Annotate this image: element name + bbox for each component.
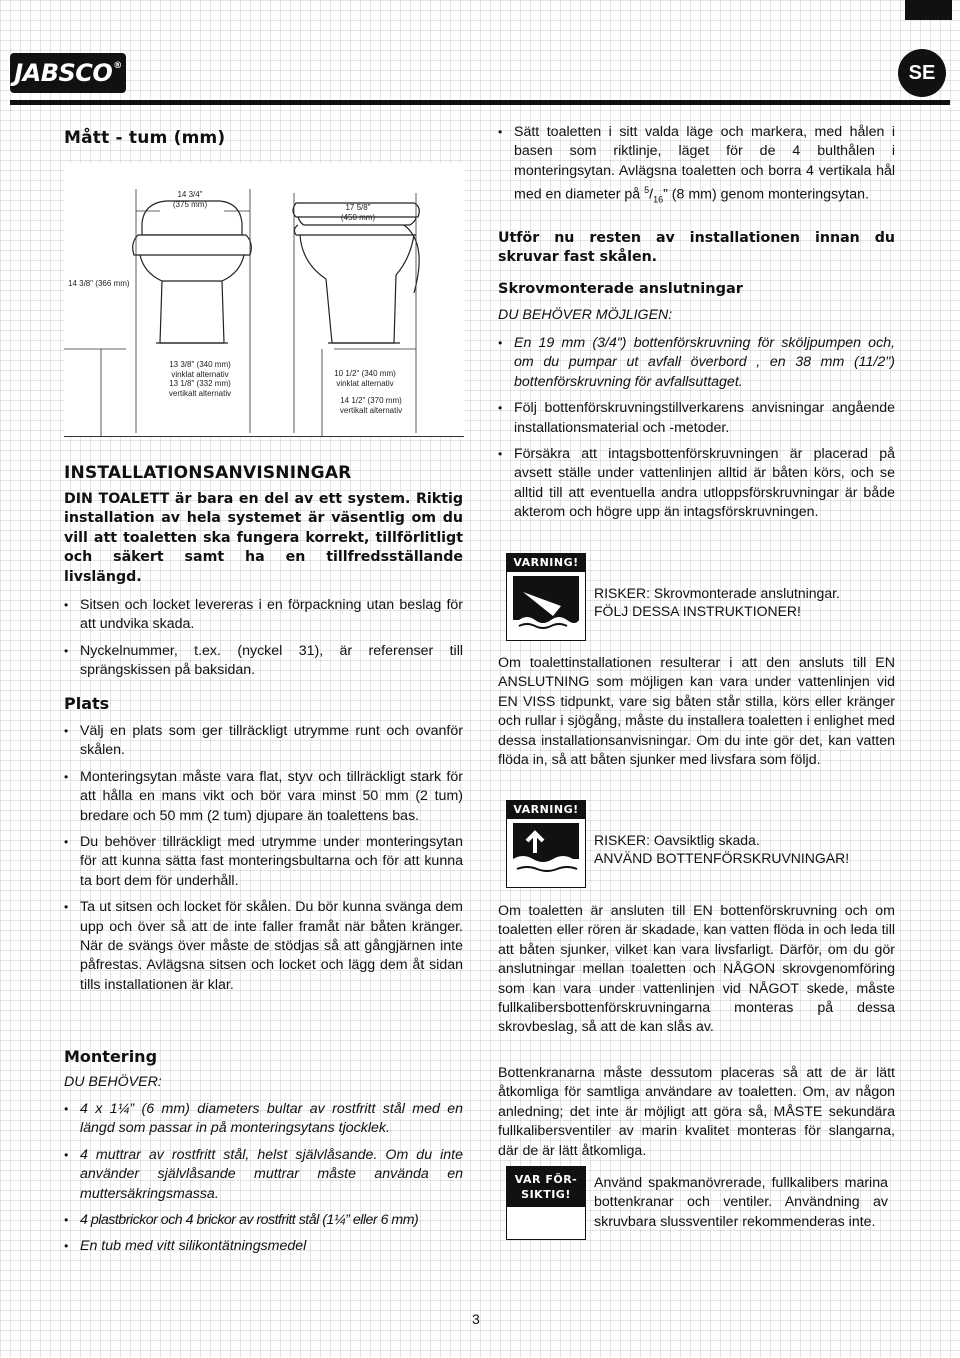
warning-tag: VARNING!: [507, 554, 585, 572]
warning-box-1: [506, 553, 586, 641]
installation-title: INSTALLATIONSANVISNINGAR: [64, 463, 352, 483]
montering-bullet-list: [64, 1100, 463, 1257]
corner-tab: [905, 0, 952, 20]
dim-side-angled: 10 1/2" (340 mm) vinklat alternativ: [334, 369, 396, 388]
mounting-text-b: ” (8 mm) genom monteringsytan.: [663, 186, 869, 203]
warning-1-line-1: RISKER: Skrovmonterade anslutningar.: [594, 585, 840, 601]
caution-text: Använd spakmanövrerade, fullkalibers marina bottenkranar och ventiler. Användning av skruvbara slussventiler rekommenderas inte.: [594, 1175, 888, 1230]
list-item: • Försäkra att intagsbottenförskruvningen är placerad på avsett ställe under vattenlinjen alltid är båten körs, och se alltid till att eventuella andra utloppsförskruvningar är både akterom och högre upp än intagsförskruvningen.: [498, 445, 895, 523]
sinking-boat-icon: [513, 576, 579, 636]
toilet-dimension-diagram: [64, 163, 464, 437]
caution-tag: VAR FÖR- SIKTIG!: [507, 1167, 585, 1207]
fraction-denominator: 16: [653, 194, 664, 205]
seacock-paragraph: Om toaletten är ansluten till EN bottenförskruvning och om toaletten eller rören är skadade, kan vatten flöda in och leda till att båten sjunker, vilket kan vara livsfarligt. Därför, om du gör anslutningar mellan toaletten och NÅGON skrovgenomföring som kan vara under vattenlinjen vid NÅGOT skede, måste fullkalibersbottenförskruvningarna monteras på dessa skrovbeslag, så att de kan slås av.: [498, 903, 895, 1036]
montering-title: Montering: [64, 1047, 158, 1066]
intro-bold-text: DIN TOALETT är bara en del av ett system. Riktig installation av hela systemet är väsentlig om du vill att toaletten ska fungera korrekt, tillförlitligt och säkert samt ha en tillfredsställande livslängd.: [64, 491, 463, 585]
list-item: • 4 muttrar av rostfritt stål, helst självlåsande. Om du inte använder självlåsande muttrar måste använda en muttersäkringsmassa.: [64, 1146, 463, 1204]
plats-bullet-list: [64, 722, 463, 995]
mounting-text-a: Sätt toaletten i sitt valda läge och markera, med hålen i basen som riktlinje, läget för de 4 bulthålen i monteringsytan. Avlägsna toaletten och borra 4 vertikala hål med en diameter på: [514, 124, 895, 203]
list-item: • Nyckelnummer, t.ex. (nyckel 31), är referenser till sprängskissen på baksidan.: [64, 642, 463, 681]
intro-bullet-list: [64, 596, 463, 681]
mounting-note-bold: Utför nu resten av installationen innan du skruvar fast skålen.: [498, 230, 895, 266]
warning-1-line-2: FÖLJ DESSA INSTRUKTIONER!: [594, 603, 801, 619]
dim-seat-width: 14 3/4" (375 mm): [172, 190, 208, 209]
list-item: • Ta ut sitsen och locket för skålen. Du bör kunna svänga dem upp och över så att de inte faller framåt när båten kränger. När de svängs över måste de stödjas så att gångjärnen inte påfrestas. Avlägsna sitsen och locket och lägg dem åt sidan tills installationen är klar.: [64, 898, 463, 995]
dim-total-height: 17 5/8" (450 mm): [340, 203, 376, 222]
flooding-icon: [513, 823, 579, 883]
montering-subtitle: DU BEHÖVER:: [64, 1074, 162, 1090]
list-item: • 4 plastbrickor och 4 brickor av rostfritt stål (1¼” eller 6 mm): [64, 1211, 463, 1230]
hull-bullet-list: [498, 334, 895, 523]
warning-2-line-2: ANVÄND BOTTENFÖRSKRUVNINGAR!: [594, 850, 850, 866]
header-rule: [10, 100, 950, 105]
caution-box: [506, 1166, 586, 1240]
list-item: • 4 x 1¼” (6 mm) diameters bultar av rostfritt stål med en längd som passar in på monteringsytans tjocklek.: [64, 1100, 463, 1139]
fraction-numerator: 5: [644, 185, 650, 196]
access-paragraph: Bottenkranarna måste dessutom placeras så att de är lätt åtkomliga för samtliga användare av toaletten. Om, av någon anledning; det inte är möjligt att göra så, MÅSTE sekundära fullkalibersventiler av marin kvalitet monteras för slangarna, där de är lätt åtkomliga.: [498, 1065, 895, 1159]
logo-text: JABSCO: [14, 59, 113, 87]
registered-mark: ®: [113, 61, 122, 71]
hull-fittings-title: Skrovmonterade anslutningar: [498, 281, 743, 297]
list-item: • Välj en plats som ger tillräckligt utrymme runt och ovanför skålen.: [64, 722, 463, 761]
dimensions-title: Mått - tum (mm): [64, 128, 226, 148]
list-item: • Sitsen och locket levereras i en förpackning utan beslag för att undvika skada.: [64, 596, 463, 635]
dim-side-vertical: 14 1/2" (370 mm) vertikalt alternativ: [339, 396, 403, 415]
hull-risk-paragraph: Om toalettinstallationen resulterar i att den ansluts till EN ANSLUTNING som möjligen kan vara under vattenlinjen vid EN VISS tidpunkt, vare sig båten står stilla, körs eller kränger och rullar i sjögång, måste du installera toaletten i enlighet med dessa installationsanvisningar. Om du inte gör det, kan vatten flöda in, så att båten sjunker med livsfara som följd.: [498, 655, 895, 769]
mounting-bullet-list: [498, 123, 895, 210]
page-number: 3: [472, 1311, 480, 1327]
list-item: • En tub med vitt silikontätningsmedel: [64, 1237, 463, 1256]
plats-title: Plats: [64, 694, 110, 713]
warning-2-line-1: RISKER: Oavsiktlig skada.: [594, 832, 760, 848]
dim-front-depth: 13 3/8" (340 mm) vinklat alternativ 13 1/8" (332 mm) vertikalt alternativ: [168, 360, 232, 398]
list-item: • Sätt toaletten i sitt valda läge och markera, med hålen i basen som riktlinje, läget för de 4 bulthålen i monteringsytan. Avlägsna toaletten och borra 4 vertikala hål med en diameter på $^5/_{16}$” (8 mm) genom monteringsytan.: [498, 123, 895, 210]
warning-tag: VARNING!: [507, 801, 585, 819]
list-item: • Monteringsytan måste vara flat, styv och tillräckligt stark för att hålla en mans vikt och bör vara minst 50 mm (2 tum) bredare och 50 mm (2 tum) djupare än toalettens bas.: [64, 768, 463, 826]
dim-left-height: 14 3/8" (366 mm): [68, 279, 130, 288]
language-badge: SE: [898, 49, 946, 97]
warning-box-2: [506, 800, 586, 888]
jabsco-logo: [10, 53, 126, 93]
list-item: • En 19 mm (3/4") bottenförskruvning för sköljpumpen och, om du pumpar ut avfall överbord , en 38 mm (11/2") bottenförskruvning för avfallsuttaget.: [498, 334, 895, 392]
hull-fittings-subtitle: DU BEHÖVER MÖJLIGEN:: [498, 307, 673, 323]
list-item: • Du behöver tillräckligt med utrymme under monteringsytan för att kunna sätta fast monteringsbultarna och för att kunna ta bort dem för underhåll.: [64, 833, 463, 891]
list-item: • Följ bottenförskruvningstillverkarens anvisningar angående installationsmaterial och -metoder.: [498, 399, 895, 438]
